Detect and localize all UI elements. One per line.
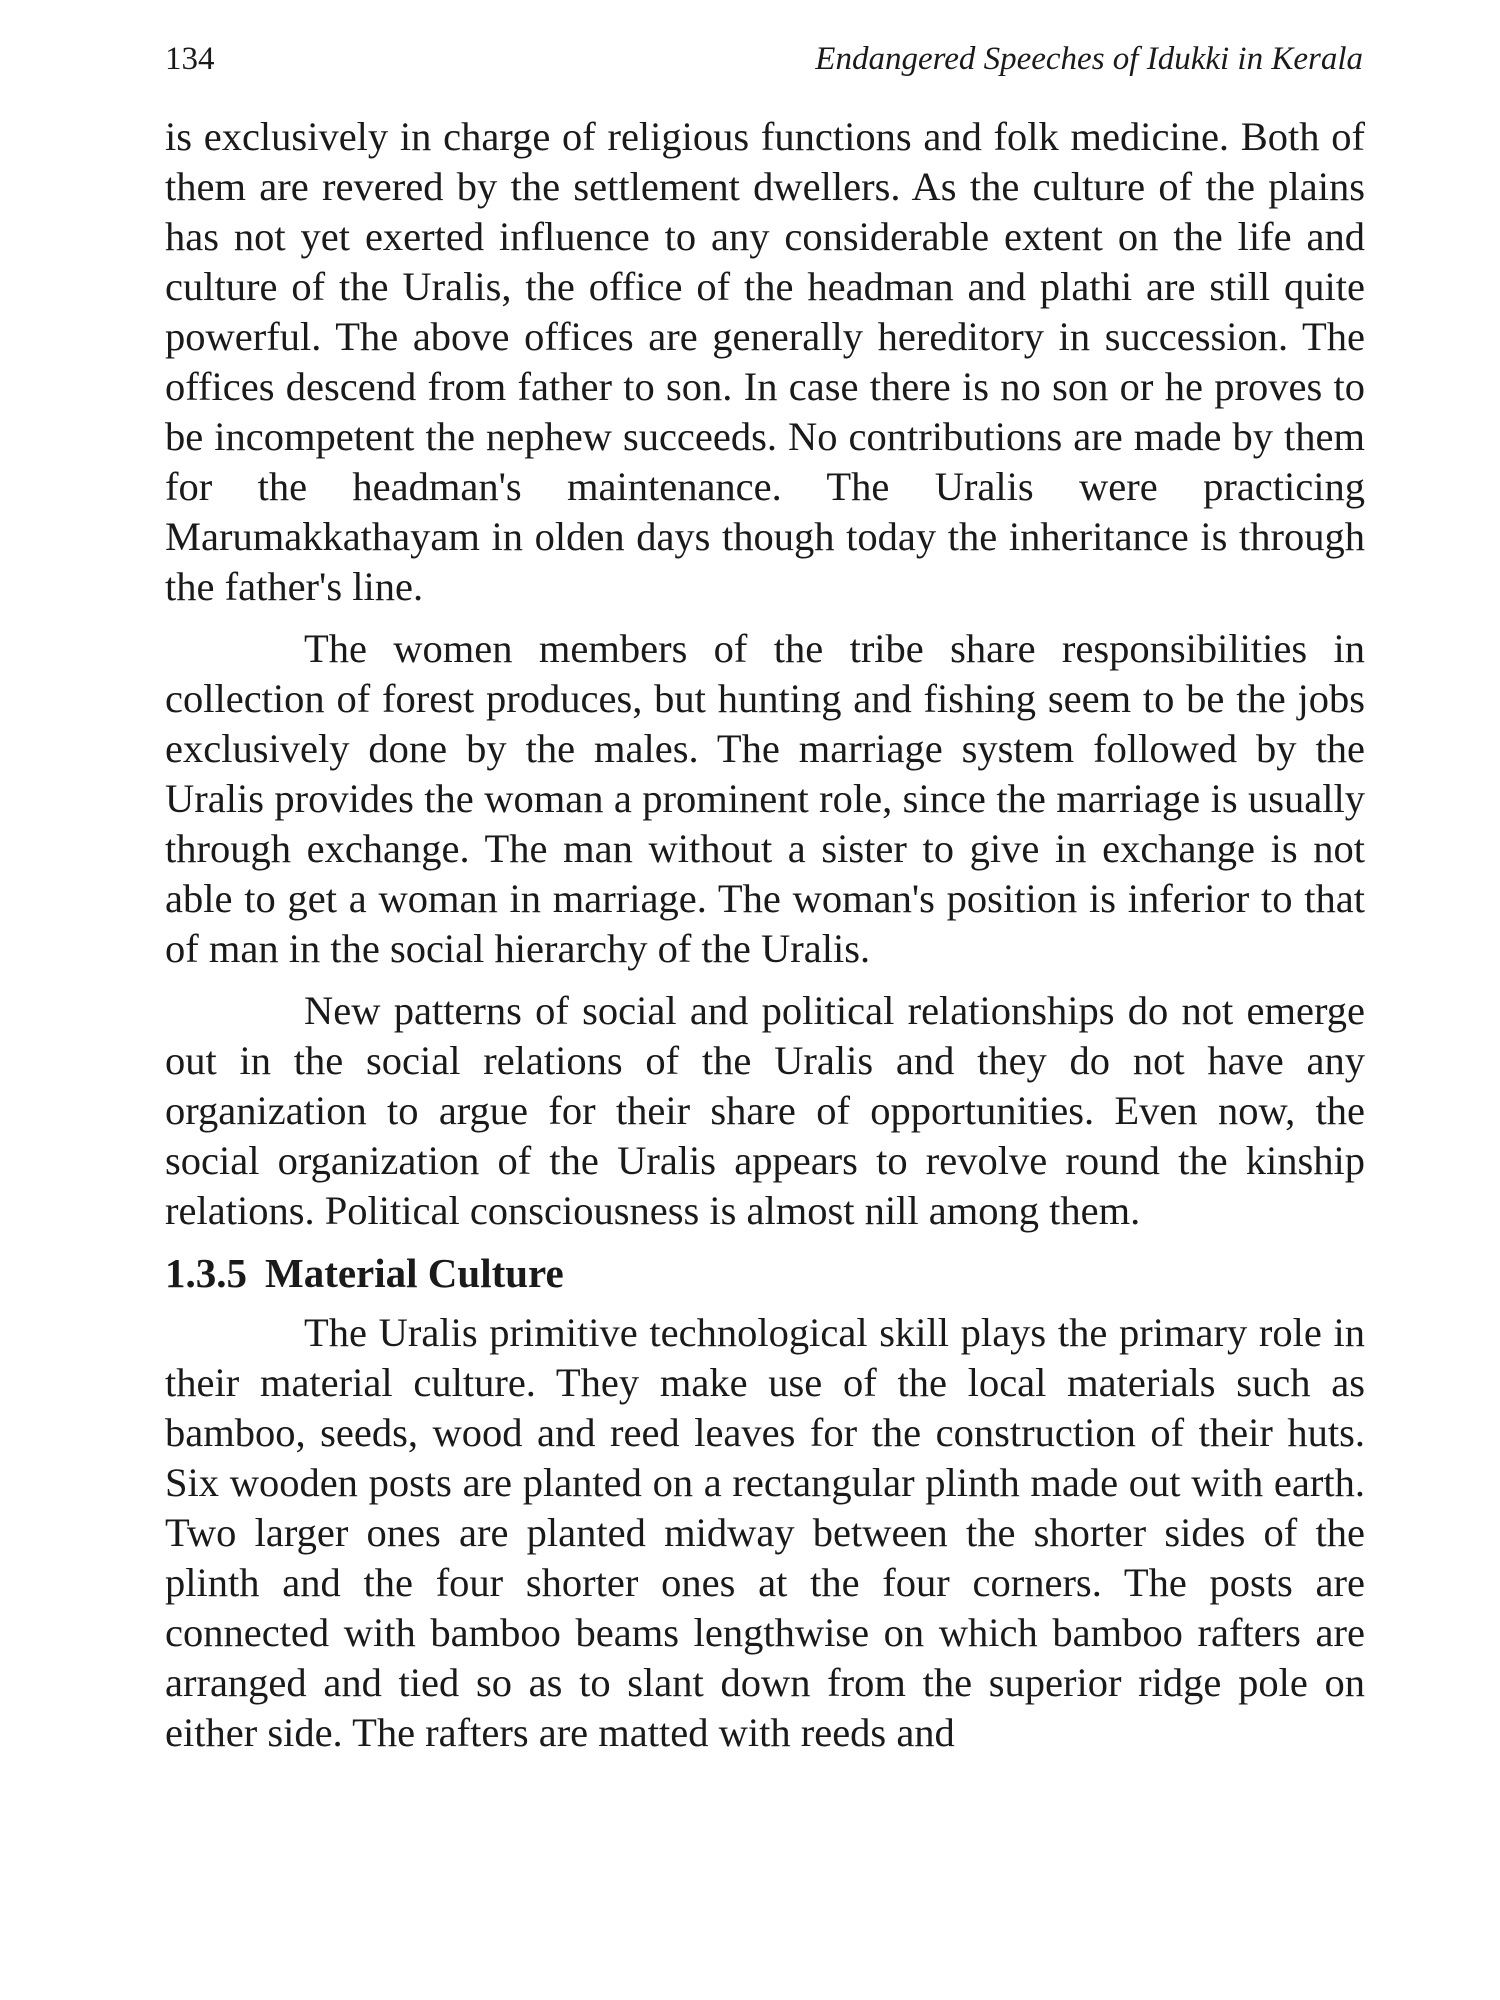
paragraph-material-culture: The Uralis primitive technological skill plays the primary role in their material culture. They make use of the local materials such as bamboo, seeds, wood and reed leaves for the construction of their huts. Six wooden posts are planted on a rectangular plinth made out with earth. Two larger ones are planted midway between the shorter sides of the plinth and the four shorter ones at the four corners. The posts are connected with bamboo beams lengthwise on which bamboo rafters are arranged and tied so as to slant down from the superior ridge pole on either side. The rafters are matted with reeds and [165,1310,1365,1755]
section-title: Material Culture [265,1250,564,1296]
running-head [165,28,1365,90]
paragraph-continuation: is exclusively in charge of religious functions and folk medicine. Both of them are revered by the settlement dwellers. As the culture of the plains has not yet exerted influence to any considerable extent on the life and culture of the Uralis, the office of the headman and plathi are still quite powerful. The above offices are generally hereditory in succession. The offices descend from father to son. In case there is no son or he proves to be incompetent the nephew succeeds. No contributions are made by them for the headman's maintenance. The Uralis were practicing Marumakkathayam in olden days though today the inheritance is through the father's line. [165,114,1365,609]
book-title: Endangered Speeches of Idukki in Kerala [815,41,1363,77]
book-page [165,28,1365,1758]
section-heading [165,1248,1365,1298]
paragraph-women-roles: The women members of the tribe share responsibilities in collection of forest produces, but hunting and fishing seem to be the jobs exclusively done by the males. The marriage system followed by the Uralis provides the woman a prominent role, since the marriage is usually through exchange. The man without a sister to give in exchange is not able to get a woman in marriage. The woman's position is inferior to that of man in the social hierarchy of the Uralis. [165,626,1365,971]
paragraph-social-relations: New patterns of social and political relationships do not emerge out in the social relations of the Uralis and they do not have any organization to argue for their share of opportunities. Even now, the social organization of the Uralis appears to revolve round the kinship relations. Political consciousness is almost nill among them. [165,988,1365,1233]
page-number: 134 [165,41,215,77]
section-number: 1.3.5 [165,1250,247,1296]
